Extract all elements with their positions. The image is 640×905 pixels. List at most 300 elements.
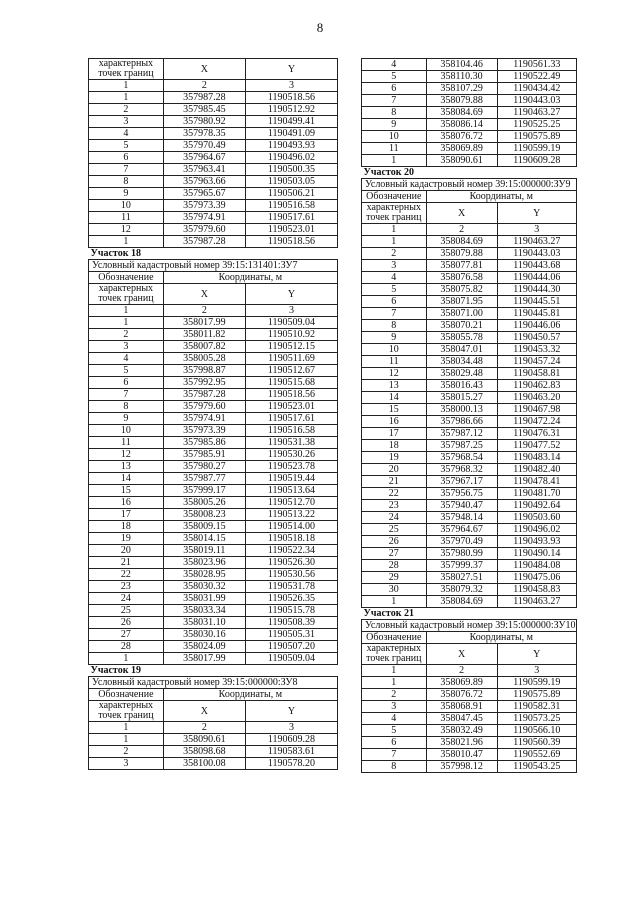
table-row — [362, 500, 577, 512]
x-coordinate: 358079.88 — [426, 248, 497, 260]
y-coordinate: 1190462.83 — [497, 380, 576, 392]
x-coordinate: 357964.67 — [163, 152, 245, 164]
y-coordinate: 1190582.31 — [497, 701, 576, 713]
y-coordinate: 1190552.69 — [497, 749, 576, 761]
point-number: 7 — [89, 164, 164, 176]
section-title: Участок 19 — [89, 665, 338, 677]
point-number: 10 — [89, 425, 164, 437]
x-coordinate: 357979.60 — [163, 401, 245, 413]
table-row — [89, 92, 338, 104]
x-coordinate: 357999.17 — [163, 485, 245, 497]
table-row — [89, 176, 338, 188]
table-row — [89, 353, 338, 365]
section-title-row — [89, 248, 338, 260]
x-coordinate: 358104.46 — [426, 59, 497, 71]
x-coordinate: 357974.91 — [163, 413, 245, 425]
point-number: 1 — [362, 236, 427, 248]
point-number: 6 — [89, 152, 164, 164]
x-coordinate: 358014.15 — [163, 533, 245, 545]
y-coordinate: 1190477.52 — [497, 440, 576, 452]
y-coordinate: 1190578.20 — [245, 758, 337, 770]
point-number: 1 — [89, 734, 164, 746]
table-row — [89, 164, 338, 176]
point-number: 27 — [362, 548, 427, 560]
table-row — [89, 236, 338, 248]
y-coordinate: 1190500.35 — [245, 164, 337, 176]
y-coordinate: 1190560.39 — [497, 737, 576, 749]
table-row — [89, 212, 338, 224]
y-coordinate: 1190517.61 — [245, 413, 337, 425]
y-header: Y — [497, 203, 576, 224]
table-row — [362, 392, 577, 404]
point-number: 8 — [89, 401, 164, 413]
x-coordinate: 358110.30 — [426, 71, 497, 83]
y-coordinate: 1190478.41 — [497, 476, 576, 488]
y-coordinate: 1190575.89 — [497, 131, 576, 143]
table-row — [362, 584, 577, 596]
x-header: X — [163, 701, 245, 722]
x-coordinate: 358005.26 — [163, 497, 245, 509]
x-coordinate: 358023.96 — [163, 557, 245, 569]
x-coordinate: 357985.45 — [163, 104, 245, 116]
table-row — [89, 485, 338, 497]
x-coordinate: 358005.28 — [163, 353, 245, 365]
point-number: 9 — [89, 188, 164, 200]
table-row — [89, 746, 338, 758]
point-number: 5 — [362, 284, 427, 296]
table-row — [89, 389, 338, 401]
x-coordinate: 358071.95 — [426, 296, 497, 308]
table-row — [89, 188, 338, 200]
y-coordinate: 1190516.58 — [245, 200, 337, 212]
point-number: 3 — [362, 701, 427, 713]
column-number: 2 — [163, 80, 245, 92]
point-number: 5 — [89, 140, 164, 152]
x-coordinate: 357963.66 — [163, 176, 245, 188]
cadastral-number: Условный кадастровый номер 39:15:000000:ЗУ9 — [362, 179, 577, 191]
y-coordinate: 1190490.14 — [497, 548, 576, 560]
table-row — [362, 677, 577, 689]
section-title: Участок 18 — [89, 248, 338, 260]
point-number: 18 — [89, 521, 164, 533]
table-row — [89, 200, 338, 212]
point-number: 8 — [89, 176, 164, 188]
point-number: 29 — [362, 572, 427, 584]
point-number: 21 — [362, 476, 427, 488]
y-coordinate: 1190463.27 — [497, 107, 576, 119]
y-coordinate: 1190516.58 — [245, 425, 337, 437]
point-number: 19 — [362, 452, 427, 464]
table-row — [362, 560, 577, 572]
table-row — [362, 155, 577, 167]
table-row — [89, 425, 338, 437]
table-row — [89, 317, 338, 329]
point-number: 2 — [89, 329, 164, 341]
table-row — [89, 605, 338, 617]
table-row — [89, 401, 338, 413]
section-title: Участок 21 — [362, 608, 577, 620]
table-row — [362, 320, 577, 332]
x-coordinate: 357979.60 — [163, 224, 245, 236]
point-number: 1 — [89, 653, 164, 665]
table-row — [362, 428, 577, 440]
x-coordinate: 357967.17 — [426, 476, 497, 488]
x-coordinate: 358068.91 — [426, 701, 497, 713]
x-coordinate: 357973.39 — [163, 200, 245, 212]
x-coordinate: 358107.29 — [426, 83, 497, 95]
point-number: 5 — [362, 725, 427, 737]
x-header: X — [163, 284, 245, 305]
x-coordinate: 358021.96 — [426, 737, 497, 749]
x-coordinate: 357968.32 — [426, 464, 497, 476]
column-number-row — [89, 80, 338, 92]
y-coordinate: 1190475.06 — [497, 572, 576, 584]
cadastral-number: Условный кадастровый номер 39:15:131401:ЗУ7 — [89, 260, 338, 272]
point-number: 9 — [362, 332, 427, 344]
point-number: 1 — [362, 155, 427, 167]
x-coordinate: 358009.15 — [163, 521, 245, 533]
point-number: 6 — [89, 377, 164, 389]
column-number: 3 — [497, 224, 576, 236]
point-number: 13 — [89, 461, 164, 473]
column-number: 2 — [163, 722, 245, 734]
point-number: 1 — [89, 317, 164, 329]
x-coordinate: 358024.09 — [163, 641, 245, 653]
point-number: 14 — [89, 473, 164, 485]
y-coordinate: 1190543.25 — [497, 761, 576, 773]
point-number: 4 — [362, 272, 427, 284]
y-coordinate: 1190434.42 — [497, 83, 576, 95]
point-number: 8 — [362, 761, 427, 773]
y-coordinate: 1190525.25 — [497, 119, 576, 131]
point-number: 28 — [362, 560, 427, 572]
point-number: 4 — [89, 128, 164, 140]
x-coordinate: 357987.12 — [426, 428, 497, 440]
table-row — [362, 83, 577, 95]
x-header: X — [163, 59, 245, 80]
x-coordinate: 357978.35 — [163, 128, 245, 140]
x-coordinate: 358019.11 — [163, 545, 245, 557]
table-row — [89, 509, 338, 521]
header-row-xy — [89, 701, 338, 722]
point-number: 8 — [362, 107, 427, 119]
point-number: 5 — [362, 71, 427, 83]
y-coordinate: 1190518.56 — [245, 92, 337, 104]
x-coordinate: 358069.89 — [426, 143, 497, 155]
x-coordinate: 358031.10 — [163, 617, 245, 629]
x-header: X — [426, 644, 497, 665]
x-coordinate: 357974.91 — [163, 212, 245, 224]
y-coordinate: 1190496.02 — [245, 152, 337, 164]
y-coordinate: 1190446.06 — [497, 320, 576, 332]
table-row — [89, 497, 338, 509]
x-coordinate: 358071.00 — [426, 308, 497, 320]
x-coordinate: 358016.43 — [426, 380, 497, 392]
y-coordinate: 1190496.02 — [497, 524, 576, 536]
x-coordinate: 358027.51 — [426, 572, 497, 584]
table-row — [362, 701, 577, 713]
y-coordinate: 1190463.27 — [497, 236, 576, 248]
coordinates-table-left — [88, 58, 338, 770]
x-coordinate: 357998.12 — [426, 761, 497, 773]
point-number: 15 — [89, 485, 164, 497]
column-number: 1 — [89, 722, 164, 734]
x-coordinate: 357970.49 — [163, 140, 245, 152]
table-row — [89, 734, 338, 746]
designation-header: Обозначение — [362, 632, 427, 644]
table-row — [362, 308, 577, 320]
y-coordinate: 1190443.03 — [497, 95, 576, 107]
header-row-xy — [362, 644, 577, 665]
y-coordinate: 1190514.00 — [245, 521, 337, 533]
column-number-row — [362, 665, 577, 677]
table-row — [89, 758, 338, 770]
y-coordinate: 1190481.70 — [497, 488, 576, 500]
table-row — [89, 152, 338, 164]
point-number: 3 — [362, 260, 427, 272]
y-coordinate: 1190445.81 — [497, 308, 576, 320]
point-number: 10 — [362, 344, 427, 356]
point-number: 4 — [362, 59, 427, 71]
y-coordinate: 1190503.05 — [245, 176, 337, 188]
x-coordinate: 358028.95 — [163, 569, 245, 581]
table-row — [89, 557, 338, 569]
point-number: 20 — [362, 464, 427, 476]
column-number: 2 — [163, 305, 245, 317]
y-coordinate: 1190523.78 — [245, 461, 337, 473]
x-coordinate: 358030.16 — [163, 629, 245, 641]
y-coordinate: 1190512.92 — [245, 104, 337, 116]
point-number: 2 — [362, 248, 427, 260]
column-number: 1 — [89, 80, 164, 92]
x-coordinate: 358084.69 — [426, 236, 497, 248]
x-coordinate: 358000.13 — [426, 404, 497, 416]
point-number: 2 — [362, 689, 427, 701]
x-coordinate: 357948.14 — [426, 512, 497, 524]
point-number: 12 — [89, 224, 164, 236]
x-coordinate: 357985.86 — [163, 437, 245, 449]
y-coordinate: 1190492.64 — [497, 500, 576, 512]
point-number: 9 — [362, 119, 427, 131]
point-number: 9 — [89, 413, 164, 425]
table-row — [362, 440, 577, 452]
section-title-row — [362, 167, 577, 179]
y-coordinate: 1190509.04 — [245, 317, 337, 329]
x-coordinate: 357956.75 — [426, 488, 497, 500]
y-header: Y — [245, 59, 337, 80]
point-number: 3 — [89, 116, 164, 128]
point-number: 7 — [89, 389, 164, 401]
y-coordinate: 1190609.28 — [497, 155, 576, 167]
y-coordinate: 1190531.78 — [245, 581, 337, 593]
table-row — [89, 140, 338, 152]
point-number: 16 — [89, 497, 164, 509]
table-row — [362, 548, 577, 560]
section-title: Участок 20 — [362, 167, 577, 179]
x-header: X — [426, 203, 497, 224]
x-coordinate: 357987.25 — [426, 440, 497, 452]
x-coordinate: 357987.28 — [163, 92, 245, 104]
table-row — [362, 248, 577, 260]
x-coordinate: 357980.27 — [163, 461, 245, 473]
x-coordinate: 357999.37 — [426, 560, 497, 572]
y-coordinate: 1190472.24 — [497, 416, 576, 428]
y-coordinate: 1190457.24 — [497, 356, 576, 368]
x-coordinate: 358084.69 — [426, 107, 497, 119]
y-coordinate: 1190523.01 — [245, 224, 337, 236]
coordinates-table-right — [361, 58, 577, 773]
table-row — [362, 464, 577, 476]
point-number: 14 — [362, 392, 427, 404]
y-coordinate: 1190458.81 — [497, 368, 576, 380]
table-row — [362, 572, 577, 584]
x-coordinate: 357986.66 — [426, 416, 497, 428]
x-coordinate: 358090.61 — [426, 155, 497, 167]
table-row — [89, 341, 338, 353]
table-row — [89, 413, 338, 425]
point-number: 6 — [362, 83, 427, 95]
point-number: 12 — [362, 368, 427, 380]
char-points-header: характерных точек границ — [89, 59, 164, 80]
y-coordinate: 1190518.56 — [245, 236, 337, 248]
x-coordinate: 358010.47 — [426, 749, 497, 761]
y-coordinate: 1190522.49 — [497, 71, 576, 83]
table-row — [362, 119, 577, 131]
point-number: 27 — [89, 629, 164, 641]
table-row — [89, 521, 338, 533]
y-coordinate: 1190517.61 — [245, 212, 337, 224]
x-coordinate: 358076.72 — [426, 689, 497, 701]
table-row — [362, 143, 577, 155]
y-coordinate: 1190512.70 — [245, 497, 337, 509]
left-column — [88, 58, 338, 770]
coordinates-header: Координаты, м — [426, 632, 576, 644]
x-coordinate: 358031.99 — [163, 593, 245, 605]
table-row — [362, 737, 577, 749]
point-number: 17 — [362, 428, 427, 440]
y-coordinate: 1190508.39 — [245, 617, 337, 629]
x-coordinate: 357964.67 — [426, 524, 497, 536]
table-row — [89, 641, 338, 653]
point-number: 1 — [362, 596, 427, 608]
cadastral-number-row — [89, 260, 338, 272]
x-coordinate: 357998.87 — [163, 365, 245, 377]
y-coordinate: 1190519.44 — [245, 473, 337, 485]
x-coordinate: 357973.39 — [163, 425, 245, 437]
y-coordinate: 1190530.56 — [245, 569, 337, 581]
x-coordinate: 358033.34 — [163, 605, 245, 617]
point-number: 1 — [89, 92, 164, 104]
x-coordinate: 358076.72 — [426, 131, 497, 143]
x-coordinate: 358100.08 — [163, 758, 245, 770]
column-number: 3 — [245, 305, 337, 317]
y-coordinate: 1190583.61 — [245, 746, 337, 758]
table-row — [362, 332, 577, 344]
table-row — [362, 596, 577, 608]
y-coordinate: 1190609.28 — [245, 734, 337, 746]
point-number: 22 — [362, 488, 427, 500]
column-number: 2 — [426, 224, 497, 236]
y-coordinate: 1190482.40 — [497, 464, 576, 476]
y-coordinate: 1190505.31 — [245, 629, 337, 641]
point-number: 23 — [362, 500, 427, 512]
x-coordinate: 358079.32 — [426, 584, 497, 596]
x-coordinate: 358077.81 — [426, 260, 497, 272]
table-row — [362, 725, 577, 737]
y-coordinate: 1190463.20 — [497, 392, 576, 404]
header-row-xy — [362, 203, 577, 224]
table-row — [362, 131, 577, 143]
x-coordinate: 358017.99 — [163, 653, 245, 665]
table-row — [362, 713, 577, 725]
y-coordinate: 1190453.32 — [497, 344, 576, 356]
point-number: 15 — [362, 404, 427, 416]
header-row — [89, 272, 338, 284]
y-coordinate: 1190573.25 — [497, 713, 576, 725]
point-number: 17 — [89, 509, 164, 521]
y-coordinate: 1190503.60 — [497, 512, 576, 524]
point-number: 26 — [362, 536, 427, 548]
point-number: 30 — [362, 584, 427, 596]
point-number: 16 — [362, 416, 427, 428]
point-number: 10 — [89, 200, 164, 212]
table-row — [89, 104, 338, 116]
coordinates-header: Координаты, м — [163, 272, 337, 284]
x-coordinate: 358030.32 — [163, 581, 245, 593]
x-coordinate: 357970.49 — [426, 536, 497, 548]
x-coordinate: 358055.78 — [426, 332, 497, 344]
point-number: 24 — [362, 512, 427, 524]
y-coordinate: 1190515.78 — [245, 605, 337, 617]
x-coordinate: 358008.23 — [163, 509, 245, 521]
table-row — [89, 449, 338, 461]
y-coordinate: 1190523.01 — [245, 401, 337, 413]
point-number: 18 — [362, 440, 427, 452]
x-coordinate: 358075.82 — [426, 284, 497, 296]
y-coordinate: 1190445.51 — [497, 296, 576, 308]
coordinates-header: Координаты, м — [426, 191, 576, 203]
y-coordinate: 1190512.15 — [245, 341, 337, 353]
table-row — [362, 284, 577, 296]
header-row — [362, 632, 577, 644]
point-number: 26 — [89, 617, 164, 629]
table-row — [89, 629, 338, 641]
point-number: 3 — [89, 341, 164, 353]
y-coordinate: 1190522.34 — [245, 545, 337, 557]
x-coordinate: 358098.68 — [163, 746, 245, 758]
column-number: 3 — [245, 722, 337, 734]
y-coordinate: 1190526.30 — [245, 557, 337, 569]
table-row — [89, 617, 338, 629]
table-row — [362, 689, 577, 701]
y-coordinate: 1190491.09 — [245, 128, 337, 140]
y-coordinate: 1190526.35 — [245, 593, 337, 605]
y-coordinate: 1190444.30 — [497, 284, 576, 296]
y-coordinate: 1190575.89 — [497, 689, 576, 701]
column-number-row — [89, 722, 338, 734]
designation-header: Обозначение — [89, 272, 164, 284]
point-number: 4 — [362, 713, 427, 725]
point-number: 7 — [362, 749, 427, 761]
table-row — [362, 761, 577, 773]
column-number: 3 — [245, 80, 337, 92]
table-row — [89, 533, 338, 545]
header-row — [89, 689, 338, 701]
y-coordinate: 1190458.83 — [497, 584, 576, 596]
char-points-header: характерных точек границ — [89, 284, 164, 305]
point-number: 6 — [362, 296, 427, 308]
point-number: 25 — [362, 524, 427, 536]
